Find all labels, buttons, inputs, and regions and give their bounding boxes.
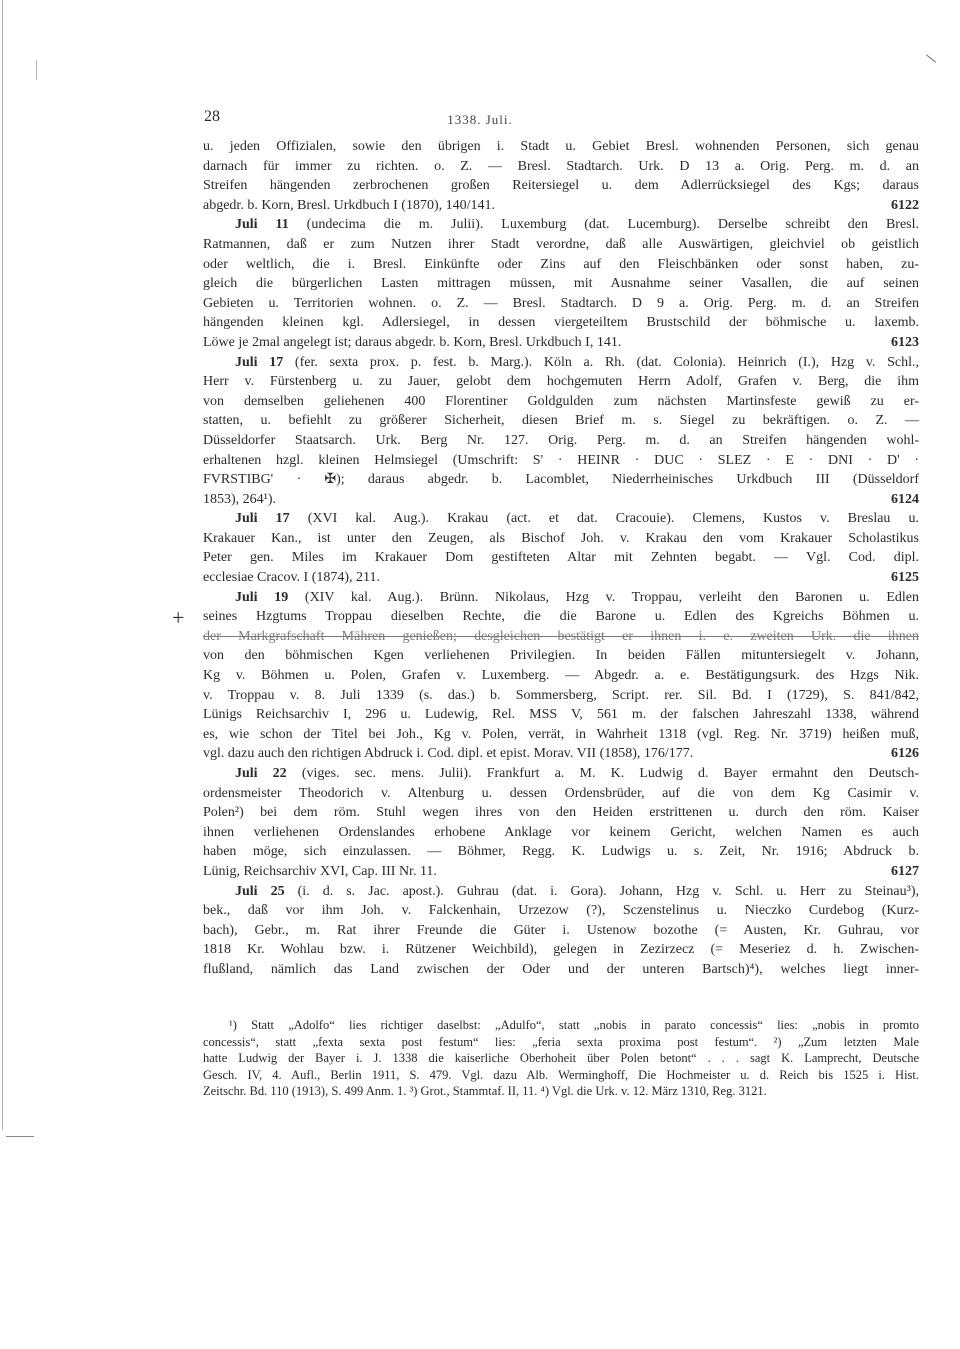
text-line: Peter gen. Miles im Krakauer Dom gestifteten Altar mit Zehnten begabt. — Vgl. Cod. dipl.: [203, 550, 919, 566]
text-line: FVRSTIBG' · ✠); daraus abgedr. b. Lacomblet, Niederrheinisches Urkdbuch III (Düsseldorf: [203, 472, 919, 488]
entry-first-line: [203, 882, 919, 902]
text-line-end: ecclesiae Cracov. I (1874), 211.: [203, 570, 380, 586]
text-line-end: 1853), 264¹).: [203, 491, 277, 507]
regest-number: 6124: [891, 491, 919, 507]
text-line: darnach für immer zu richten. o. Z. — Bresl. Stadtarch. Urk. D 13 a. Orig. Perg. m. d. an: [203, 158, 919, 174]
entry-first-line: [203, 764, 919, 784]
text-line-end: vgl. dazu auch den richtigen Abdruck i. Cod. dipl. et epist. Morav. VII (1858), 176/177.: [203, 746, 694, 762]
entry-first-line-text: (fer. sexta prox. p. fest. b. Marg.). Köln a. Rh. (dat. Colonia). Heinrich (I.), Hzg v. Schl.,: [294, 354, 919, 370]
text-line: von demselben geliehenen 400 Florentiner Goldgulden zum nächsten Martinsfeste gewiß zu er-: [203, 393, 919, 409]
text-line: bek., daß vor ihm Joh. v. Falckenhain, Urzezow (?), Sczenstelinus u. Nieczko Curdebog (Kurz-: [203, 903, 919, 919]
regest-number: 6122: [891, 197, 919, 213]
entry-date: Juli 11: [235, 217, 289, 233]
entry-first-line: [203, 215, 919, 235]
entry-6127: [203, 764, 919, 882]
text-line-end: Lünig, Reichsarchiv XVI, Cap. III Nr. 11.: [203, 863, 437, 879]
footnote-line: Gesch. IV, 4. Aufl., Berlin 1911, S. 479. Vgl. dazu Alb. Werminghoff, Die Hochmeister u. d. Reich bis 1525 i. Hist.: [203, 1067, 919, 1082]
footnotes: [203, 1017, 919, 1100]
text-line: gleich die bürgerlichen Lasten mittragen müssen, mit Ausnahme seiner Vasallen, die auf seinen: [203, 276, 919, 292]
margin-cross-mark: +: [172, 605, 185, 630]
entry-first-line: [203, 353, 919, 373]
footnote-line: ¹) Statt „Adolfo“ lies richtiger daselbst: „Adulfo“, statt „nobis in parato concessis“ lies: „nobis in promto: [229, 1018, 919, 1032]
text-line: hängenden kleinen kgl. Adlersiegel, in dessen viergeteiltem Brustschild der böhmische u. laxemb.: [203, 315, 919, 331]
text-line: seines Hzgtums Troppau dieselben Rechte, die die Barone u. Edlen des Kgreichs Böhmen u.: [203, 609, 919, 625]
footnote-line: concessis“, statt „fexta sexta post festum“ lies: „feria sexta proxima post festum“. ²) „Zum letzten Male: [203, 1034, 919, 1049]
text-line: Ratmannen, daß er zum Nutzen ihrer Stadt verordne, daß alle Auswärtigen, gleichviel ob geistlich: [203, 236, 919, 252]
text-line: ordensmeister Theodorich v. Altenburg u. dessen Ordensbrüder, auf die von dem Kg Casimir v.: [203, 785, 919, 801]
text-line-last: [203, 196, 919, 216]
text-line: Krakauer Kan., ist unter den Zeugen, als Bischof Joh. v. Krakau den vom Krakauer Scholastikus: [203, 530, 919, 546]
entry-6122: [203, 137, 919, 215]
text-line: haben möge, sich einzulassen. — Böhmer, Regg. K. Ludwigs u. s. Zeit, Nr. 1916; Abdruck b.: [203, 844, 919, 860]
text-line: oder weltlich, die i. Bresl. Einkünfte oder Zins auf den Fleischbänken oder sonst haben, zu-: [203, 256, 919, 272]
entry-first-line-text: (undecima die m. Julii). Luxemburg (dat. Lucemburg). Derselbe schreibt den Bresl.: [306, 217, 919, 233]
text-line: Kg v. Böhmen u. Polen, Grafen v. Luxemberg. — Abgedr. a. e. Bestätigungsurk. des Hzgs Nik.: [203, 668, 919, 684]
scan-mark-top: [36, 60, 37, 80]
text-line: Streifen hängenden zerbrochenen großen Reitersiegel u. dem Adlerrücksiegel des Kgs; daraus: [203, 178, 919, 194]
text-line: erhaltenen hzgl. kleinen Helmsiegel (Umschrift: S' · HEINR · DUC · SLEZ · E · DNI · D' ·: [203, 452, 919, 468]
entry-first-line: [203, 509, 919, 529]
text-line: Herr v. Fürstenberg u. zu Jauer, gelobt dem hochgemuten Herrn Adolf, Grafen v. Berg, die ihm: [203, 374, 919, 390]
text-line-last: [203, 568, 919, 588]
regest-number: 6126: [891, 746, 919, 762]
entry-first-line: [203, 588, 919, 608]
entry-6125: [203, 509, 919, 587]
text-line: flußland, nämlich das Land zwischen der Oder und der unteren Bartsch)⁴), welches liegt inner-: [203, 961, 919, 977]
entry-date: Juli 17: [235, 354, 284, 370]
scan-mark-bottom: [6, 1136, 34, 1137]
running-head: 1338. Juli.: [447, 112, 513, 127]
page-number: 28: [204, 108, 220, 125]
entry-date: Juli 19: [235, 589, 289, 605]
footnote-line: Zeitschr. Bd. 110 (1913), S. 499 Anm. 1. ³) Grot., Stammtaf. II, 11. ⁴) Vgl. die Urk. v. 12. März 1310, Reg. 3121.: [203, 1084, 767, 1099]
entry-first-line-text: (i. d. s. Jac. apost.). Guhrau (dat. i. Gora). Johann, Hzg v. Schl. u. Herr zu Steinau³),: [297, 883, 920, 899]
main-text: [203, 137, 919, 980]
scan-edge-left: [2, 0, 3, 1130]
text-line-end: abgedr. b. Korn, Bresl. Urkdbuch I (1870), 140/141.: [203, 197, 496, 213]
text-line: Lünigs Reichsarchiv I, 296 u. Ludewig, Rel. MSS V, 561 m. der falschen Jahreszahl 1338, während: [203, 707, 919, 723]
text-line: Polen²) bei dem röm. Stuhl wegen ihres von den Heiden erstrittenen u. durch den röm. Kaiser: [203, 805, 919, 821]
scan-mark-corner: [926, 54, 936, 62]
entry-first-line-text: (XIV kal. Aug.). Brünn. Nikolaus, Hzg v. Troppau, verleiht den Baronen u. Edlen: [304, 589, 919, 605]
entry-6126: [203, 588, 919, 764]
text-line-last: [203, 862, 919, 882]
text-line: ihnen verliehenen Ordenslandes erhobene Anklage vor keinem Gericht, welchen Namen es auch: [203, 824, 919, 840]
text-line: statten, u. befiehlt zu größerer Sicherheit, diesen Brief m. s. Siegel zu bekräftigen. o. Z. —: [203, 413, 919, 429]
text-line: Gebieten u. Territorien wohnen. o. Z. — Bresl. Stadtarch. D 9 a. Orig. Perg. m. d. an Streifen: [203, 295, 919, 311]
text-line-last: [203, 333, 919, 353]
regest-number: 6127: [891, 863, 919, 879]
text-line: u. jeden Offizialen, sowie den übrigen i. Stadt u. Gebiet Bresl. wohnenden Personen, sich genau: [203, 139, 919, 154]
entry-first-line-text: (viges. sec. mens. Julii). Frankfurt a. M. K. Ludwig d. Bayer ermahnt den Deutsch-: [301, 766, 919, 781]
entry-date: Juli 25: [235, 883, 285, 899]
text-line: v. Troppau v. 8. Juli 1339 (s. das.) b. Sommersberg, Script. rer. Sil. Bd. I (1729), S. 841/842,: [203, 687, 919, 703]
entry-first-line-text: (XVI kal. Aug.). Krakau (act. et dat. Cracouie). Clemens, Kustos v. Breslau u.: [307, 511, 919, 527]
entry-date: Juli 17: [235, 511, 290, 527]
text-line-last: [203, 744, 919, 764]
entry-6123: [203, 215, 919, 352]
text-line: bach), Gebr., m. Rat ihrer Freunde die Güter i. Ustenow bozothe (= Austen, Kr. Guhrau, vor: [203, 922, 919, 938]
entry-date: Juli 22: [235, 766, 287, 781]
text-line-end: Löwe je 2mal angelegt ist; daraus abgedr. b. Korn, Bresl. Urkdbuch I, 141.: [203, 334, 622, 350]
text-line-last: [203, 490, 919, 510]
text-line: von den böhmischen Kgen verliehenen Privilegien. In beiden Fällen mituntersiegelt v. Johann,: [203, 648, 919, 664]
entry-juli-25: [203, 882, 919, 980]
footnote-line: hatte Ludwig der Bayer i. J. 1338 die kaiserliche Oberhoheit über Polen betont“ . . . sagt K. Lamprecht, Deutsche: [203, 1051, 919, 1066]
regest-number: 6125: [891, 570, 919, 586]
regest-number: 6123: [891, 334, 919, 350]
entry-6124: [203, 353, 919, 510]
text-line: Düsseldorfer Staatsarch. Urk. Berg Nr. 127. Orig. Perg. m. d. an Streifen hängenden wohl-: [203, 432, 919, 448]
text-line: 1818 Kr. Wohlau bzw. i. Rützener Weichbild), gelegen in Zezirzecz (= Meseriez d. h. Zwischen-: [203, 942, 919, 958]
struck-through-line: der Markgrafschaft Mähren genießen; desgleichen bestätigt er ihnen i. e. zweiten Urk. die ihnen: [203, 628, 919, 644]
text-line: es, wie schon der Titel bei Joh., Kg v. Polen, verrät, in Wahrheit 1318 (vgl. Reg. Nr. 3719) heißen muß,: [203, 726, 919, 742]
